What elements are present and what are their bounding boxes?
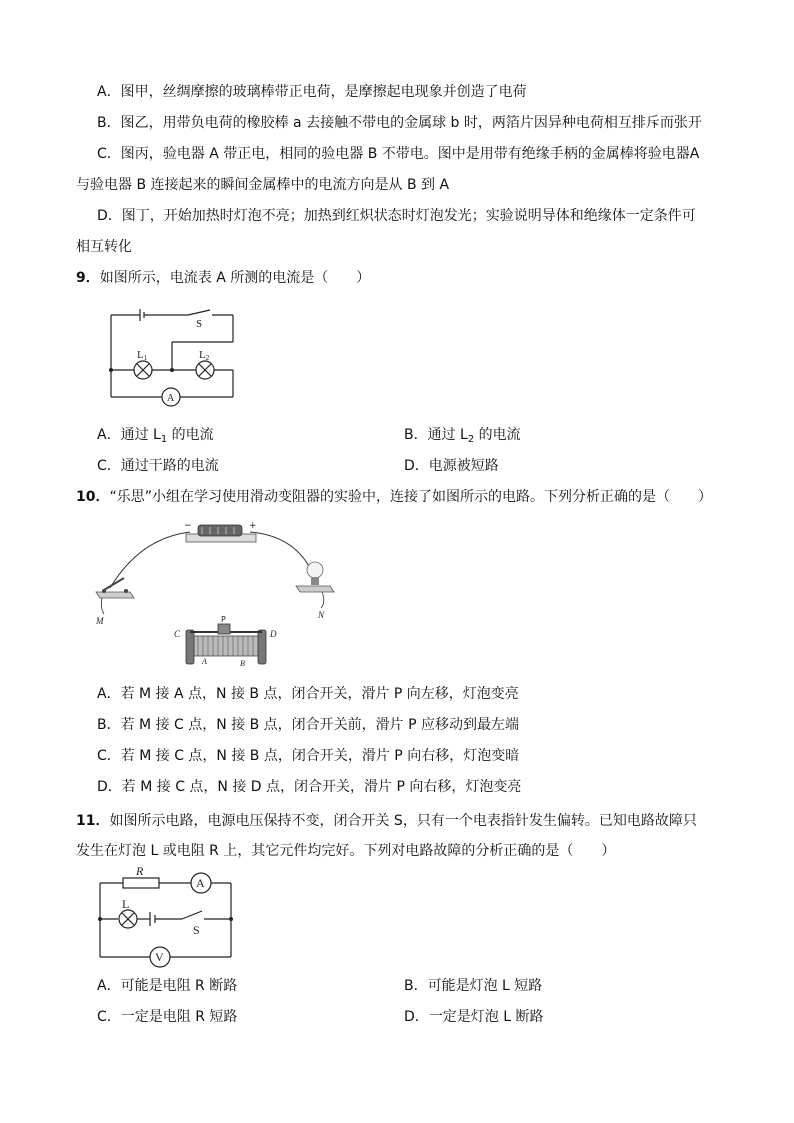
q10-battery-minus-label: − xyxy=(184,521,192,531)
q10-terminal-n-label: N xyxy=(318,610,325,620)
q10-terminal-c-label: C xyxy=(174,629,181,639)
q11-resistor-label: R xyxy=(136,864,144,878)
q10-terminal-a-label: A xyxy=(202,657,207,666)
q10-terminal-b-label: B xyxy=(240,659,245,668)
q11-option-a: A．可能是电阻 R 断路 xyxy=(97,978,238,994)
q9-lamp1-label: L1 xyxy=(137,349,148,362)
q10-stem-text: “乐思”小组在学习使用滑动变阻器的实验中，连接了如图所示的电路。下列分析正确的是（ ） xyxy=(109,489,712,505)
q10-terminal-d-label: D xyxy=(270,629,277,639)
q10-battery-plus-label: + xyxy=(249,521,257,531)
q10-number: 10． xyxy=(76,489,110,505)
q9-lamp2-label: L2 xyxy=(199,349,210,362)
q9-option-d: D．电源被短路 xyxy=(404,458,499,474)
q9-circuit-diagram xyxy=(100,300,245,412)
q8-option-c-line1: C．图丙，验电器 A 带正电，相同的验电器 B 不带电。图中是用带有绝缘手柄的金属棒将验电器A xyxy=(97,146,700,162)
q9-ammeter-label: A xyxy=(167,393,175,404)
q11-circuit-diagram xyxy=(90,864,240,970)
q10-terminal-m-label: M xyxy=(96,616,104,626)
q11-number: 11． xyxy=(76,813,110,829)
q8-option-d-line1: D．图丁，开始加热时灯泡不亮；加热到红炽状态时灯泡发光；实验说明导体和绝缘体一定条件可 xyxy=(97,208,696,224)
q8-option-a: A．图甲，丝绸摩擦的玻璃棒带正电荷，是摩擦起电现象并创造了电荷 xyxy=(97,84,527,100)
q8-option-b: B．图乙，用带负电荷的橡胶棒 a 去接触不带电的金属球 b 时，两箔片因异种电荷相互排斥而张开 xyxy=(97,115,702,131)
q10-option-a: A．若 M 接 A 点，N 接 B 点，闭合开关，滑片 P 向左移，灯泡变亮 xyxy=(97,686,519,702)
q10-experiment-illustration xyxy=(90,518,350,670)
q10-slider-p-label: P xyxy=(221,615,226,624)
q11-voltmeter-label: V xyxy=(155,950,164,964)
q11-stem-line1 xyxy=(76,811,697,831)
q10-option-c: C．若 M 接 C 点，N 接 B 点，闭合开关，滑片 P 向右移，灯泡变暗 xyxy=(97,748,520,764)
q9-option-c: C．通过干路的电流 xyxy=(97,458,219,474)
q8-option-c-line2: 与验电器 B 连接起来的瞬间金属棒中的电流方向是从 B 到 A xyxy=(76,177,450,193)
q11-option-b: B．可能是灯泡 L 短路 xyxy=(404,978,543,994)
q9-number: 9． xyxy=(76,270,100,286)
q9-option-a: A．通过 $L_1$ 的电流 xyxy=(97,427,214,445)
q11-option-c: C．一定是电阻 R 短路 xyxy=(97,1009,238,1025)
q11-lamp-label: L xyxy=(122,897,130,911)
q9-switch-label: S xyxy=(196,318,203,330)
q11-ammeter-label: A xyxy=(196,876,205,890)
q9-stem-text: 如图所示，电流表 A 所测的电流是（ ） xyxy=(99,270,371,286)
q11-stem-line2: 发生在灯泡 L 或电阻 R 上，其它元件均完好。下列对电路故障的分析正确的是（ ） xyxy=(76,843,616,859)
q10-option-b: B．若 M 接 C 点，N 接 B 点，闭合开关前，滑片 P 应移动到最左端 xyxy=(97,717,520,733)
q8-option-d-line2: 相互转化 xyxy=(76,239,132,255)
q11-option-d: D．一定是灯泡 L 断路 xyxy=(404,1009,544,1025)
q10-stem xyxy=(76,487,712,507)
q11-switch-label: S xyxy=(193,923,200,937)
q11-stem-text: 如图所示电路，电源电压保持不变，闭合开关 S，只有一个电表指针发生偏转。已知电路故障只 xyxy=(109,813,697,829)
q10-option-d: D．若 M 接 C 点，N 接 D 点，闭合开关，滑片 P 向右移，灯泡变亮 xyxy=(97,779,522,795)
q9-stem xyxy=(76,268,370,288)
q9-option-b: B．通过 $L_2$ 的电流 xyxy=(404,427,521,445)
